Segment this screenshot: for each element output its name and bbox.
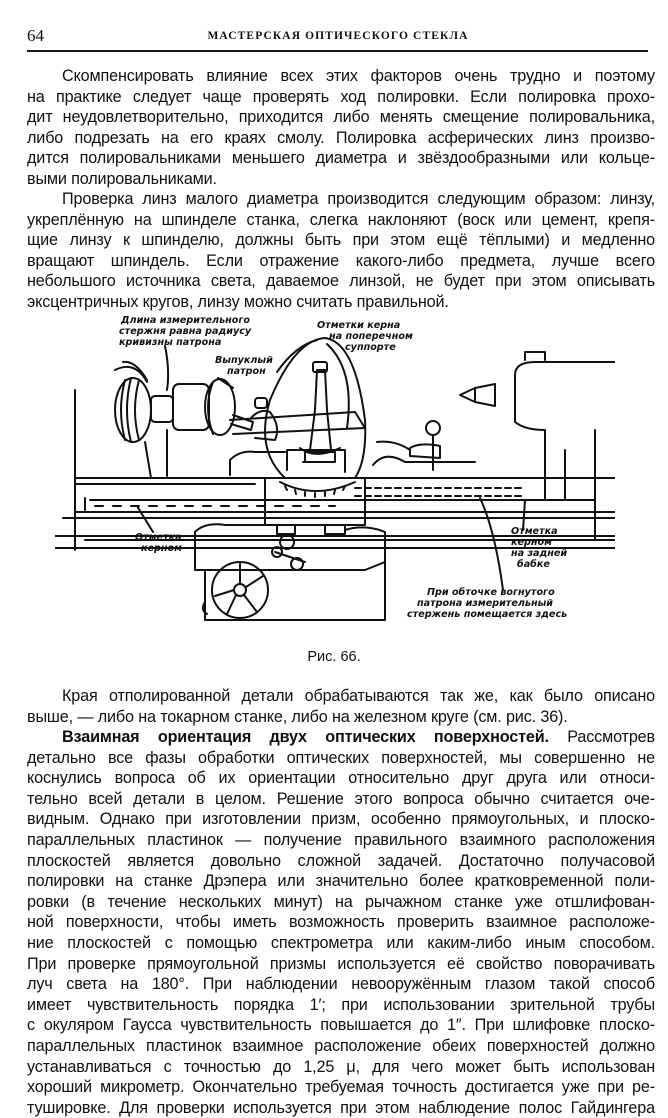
label-cross-slide-marks: Отметки керна: [317, 320, 401, 331]
svg-text:на поперечном: на поперечном: [329, 331, 413, 342]
svg-text:керном: керном: [141, 543, 182, 554]
svg-text:патрона измерительный: патрона измерительный: [417, 598, 553, 609]
text-line: тельно всей детали в целом. Решение этого вопроса обычно считается оче-: [27, 789, 655, 808]
text-line: дит неудовлетворительно, приходится либо менять смещение полировальника,: [27, 108, 655, 127]
svg-text:суппорте: суппорте: [345, 342, 396, 353]
text-line: При проверке прямоугольной призмы используется её свойство поворачивать: [27, 954, 655, 973]
text-line: параллельных пластинок — получение правильного взаимного расположения: [27, 830, 655, 849]
svg-text:стержень помещается здесь: стержень помещается здесь: [407, 609, 568, 620]
text-line: выми полировальниками.: [27, 169, 217, 188]
text-line: хороший микрометр. Окончательно требуемая точность достигается уже при ре-: [27, 1078, 655, 1097]
label-concave-note: При обточке вогнутого: [427, 587, 555, 598]
svg-text:на задней: на задней: [511, 548, 568, 559]
svg-text:патрон: патрон: [227, 366, 266, 377]
text-line: параллельных пластинок взаимное расположение обеих поверхностей должно: [27, 1036, 655, 1055]
text-line: либо подрезать на его краях смолу. Полировка асферических линз произво-: [27, 128, 655, 147]
page-number: 64: [27, 26, 44, 45]
text-line: коснулись вопроса об их ориентации относительно друг друга или относи-: [27, 769, 655, 788]
text-line: детально все фазы обработки оптических поверхностей, мы совершенно не: [27, 748, 655, 767]
paragraph-4: [27, 727, 655, 1118]
text-line: Проверка линз малого диаметра производится следующим образом: линзу,: [62, 190, 655, 208]
text-line: Скомпенсировать влияние всех этих факторов очень трудно и поэтому: [62, 67, 655, 85]
text-line: устанавливаться с точностью до 1,25 μ, для чего может быть использован: [27, 1057, 655, 1076]
lathe-illustration: [55, 300, 615, 630]
text-line: ной поверхности, чтобы иметь возможность проверить взаимное расположе-: [27, 913, 655, 932]
text-line: имеет чувствительность порядка 1′; при использовании зрительной трубы: [27, 995, 655, 1014]
figure-lathe-diagram: [55, 300, 615, 630]
text-line: вращают шпиндель. Если отражение какого-либо предмета, лучше всего: [27, 251, 655, 270]
text-line: ровки (в течение нескольких минут) на рычажном станке уже отшлифован-: [27, 892, 655, 911]
text-line: плоскостей является довольно сложной задачей. Достаточно получасовой: [27, 851, 655, 870]
text-line: укреплённую на шпинделе станка, слегка наклоняют (воск или цемент, крепя-: [27, 210, 655, 229]
svg-text:стержня равна радиусу: стержня равна радиусу: [119, 326, 252, 337]
text-line: ние плоскостей с помощью спектрометра или каким-либо иным способом.: [27, 933, 655, 952]
text-line: луч света на 180°. При наблюдении невооружённым глазом такой способ: [27, 975, 655, 994]
paragraph-1: [27, 66, 655, 190]
label-rod-length: Длина измерительного: [121, 315, 250, 326]
section-heading: Взаимная ориентация двух оптических поверхностей.: [62, 728, 549, 746]
svg-text:керном: керном: [511, 537, 552, 548]
text-line: Края отполированной детали обрабатываются так же, как было описано: [62, 687, 655, 705]
label-tailstock-mark: Отметка: [511, 526, 558, 537]
paragraph-3: [27, 686, 655, 727]
text-line: видным. Однако при изготовлении призм, особенно прямоугольных, и плоско-: [27, 810, 655, 829]
header-rule: [27, 50, 648, 52]
label-punch-mark: Отметка: [135, 532, 182, 543]
svg-text:бабке: бабке: [517, 559, 550, 570]
text-line: дится полировальниками меньшего диаметра и звёздообразными или кольце-: [27, 149, 655, 168]
text-line: выше, — либо на токарном станке, либо на железном круге (см. рис. 36).: [27, 707, 568, 726]
text-line: небольшого источника света, даваемое линзой, не будет при этом описывать: [27, 272, 655, 291]
text-line: эксцентричных кругов, линзу можно считать правильной.: [27, 292, 449, 311]
text-line: с окуляром Гаусса чувствительность повышается до 1″. При шлифовке плоско-: [27, 1016, 655, 1035]
text-line: щие линзу к шпинделю, должны быть при этом ещё тёплыми) и медленно: [27, 231, 655, 250]
label-convex-chuck: Выпуклый: [215, 355, 273, 366]
page-header: [27, 26, 649, 50]
figure-caption: Рис. 66.: [307, 649, 361, 665]
svg-text:кривизны патрона: кривизны патрона: [119, 337, 222, 348]
text-line: на практике следует чаще проверять ход полировки. Если полировка прохо-: [27, 87, 655, 106]
paragraph-2: [27, 189, 655, 313]
text-line: полировки на станке Дрэпера или значительно более кратковременной поли-: [27, 872, 655, 891]
text-line: тушировке. Для проверки используется при этом наблюдение полос Гайдингера: [27, 1098, 655, 1117]
text-line: Взаимная ориентация двух оптических поверхностей. Рассмотрев: [62, 728, 655, 746]
running-title: МАСТЕРСКАЯ ОПТИЧЕСКОГО СТЕКЛА: [207, 30, 469, 42]
